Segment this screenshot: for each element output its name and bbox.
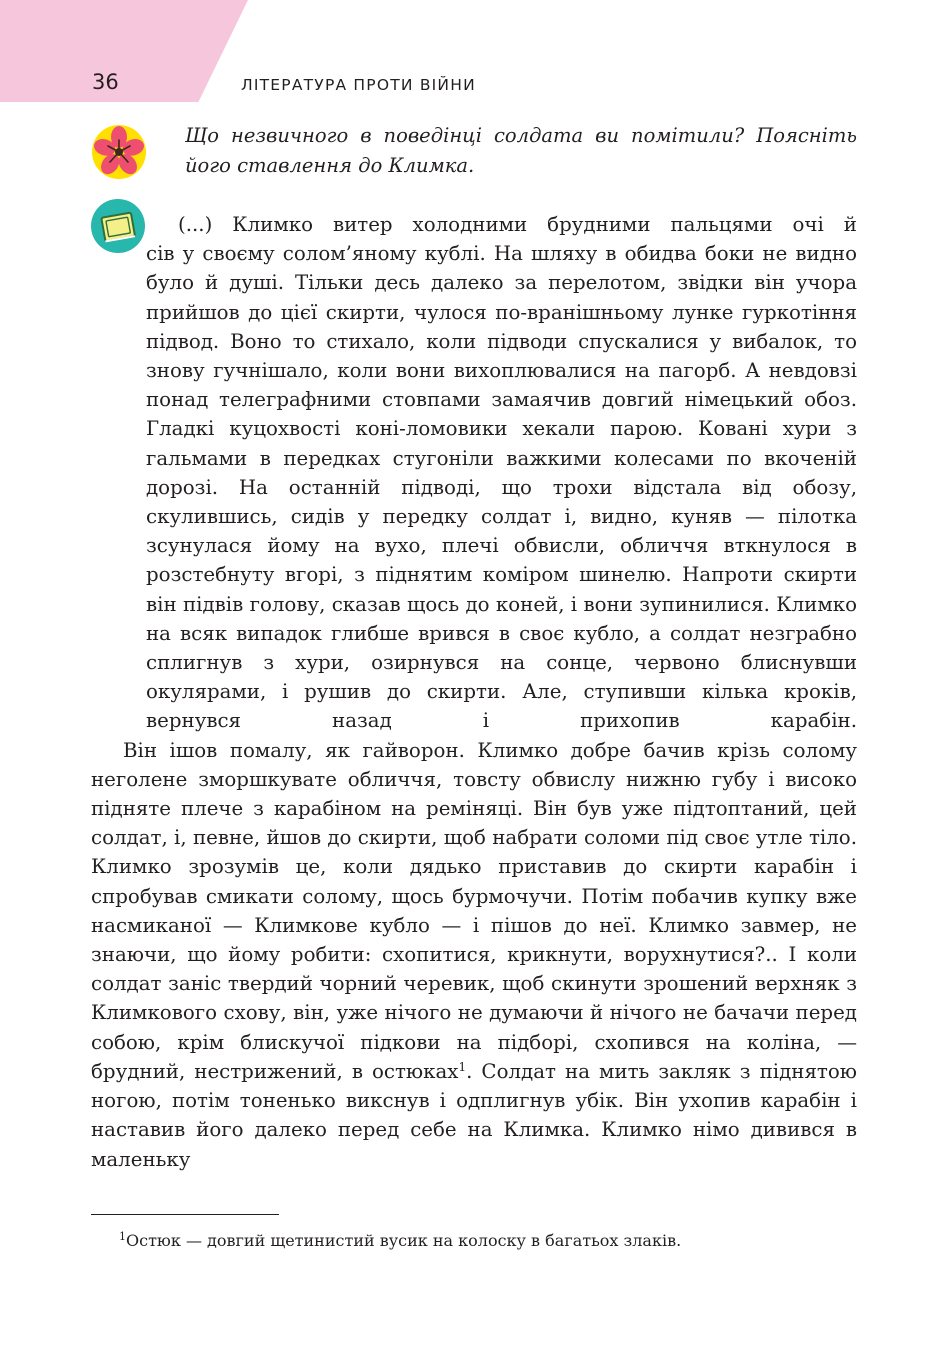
paragraph-1-body: сів у своєму солом’яному кублі. На шляху в обидва боки не видно було й душі. Тільки десь далеко за перелотом, звідки він учора прийшов до цієї скирти, чулося по-вранішньому лунке гуркотіння підвод. Воно то стихало, коли підводи спускалися у вибалок, то знову гучнішало, коли вони вихоплювалися на пагорб. А невдовзі понад телеграфними стовпами замаячив довгий німецький обоз. Гладкі куцохвості коні-ломовики хекали парою. Ковані хури з гальмами в передках стугоніли важкими колесами по вкоченій дорозі. На останній підводі, що трохи відстала від обозу, скулившись, сидів у передку солдат і, видно, куняв — пілотка зсунулася йому на вухо, плечі обвисли, обличчя вткнулося в розстебнуту вгорі, з піднятим коміром шинелю. Напроти скирти він підвів голову, сказав щось до коней, і вони зупинилися. Климко на всяк випадок глибше врився в своє кубло, а солдат незграбно сплигнув з хури, озирнувся на сонце, червоно блиснувши окулярами, і рушив до скирти. Але, ступивши кілька кроків, вернувся назад і прихопив карабін. xyxy=(146,242,857,733)
question-text: Що незвичного в поведінці солдата ви помітили? Поясніть його ставлення до Климка. xyxy=(185,124,857,177)
main-text xyxy=(91,210,857,1174)
paragraph-1-first-line: (...) Климко витер холодними брудними пальцями очі й xyxy=(178,213,857,236)
paragraph-2-continuation: . Солдат на мить закляк з піднятою ногою, потім тоненько викснув і одплигнув убік. Він ухопив карабін і наставив його далеко перед себе на Климка. Климко німо дивився в маленьку xyxy=(91,1059,857,1171)
corner-band xyxy=(0,0,248,102)
paragraph-2 xyxy=(91,736,857,1174)
footnote-text: Остюк — довгий щетинистий вусик на колоску в багатьох злаків. xyxy=(126,1231,682,1250)
page-number: 36 xyxy=(92,70,119,94)
footnote-reference: 1 xyxy=(458,1059,467,1074)
running-head: ЛІТЕРАТУРА ПРОТИ ВІЙНИ xyxy=(241,76,476,94)
footnote-divider xyxy=(91,1214,279,1215)
paragraph-2-text: Він ішов помалу, як гайворон. Климко добре бачив крізь солому неголене зморшкувате обличчя, товсту обвислу нижню губу і високо підняте плече з карабіном на реміняці. Він був уже підтоптаний, цей солдат, і, певне, йшов до скирти, щоб набрати соломи під своє утле тіло. Климко зрозумів це, коли дядько приставив до скирти карабін і спробував смикати солому, щось бурмочучи. Потім побачив купку вже насмиканої — Климкове кубло — і пішов до неї. Климко завмер, не знаючи, що йому робити: схопитися, крикнути, ворухнутися?.. І коли солдат заніс твердий чорний черевик, щоб скинути зрошений верхняк з Климкового схову, він, уже нічого не думаючи й нічого не бачачи перед собою, крім блискучої підкови на підборі, схопився на коліна, — брудний, нестрижений, в остюках xyxy=(91,738,857,1083)
footnote xyxy=(119,1230,681,1252)
flower-question-icon xyxy=(91,124,147,180)
footnote-marker: 1 xyxy=(119,1230,126,1243)
